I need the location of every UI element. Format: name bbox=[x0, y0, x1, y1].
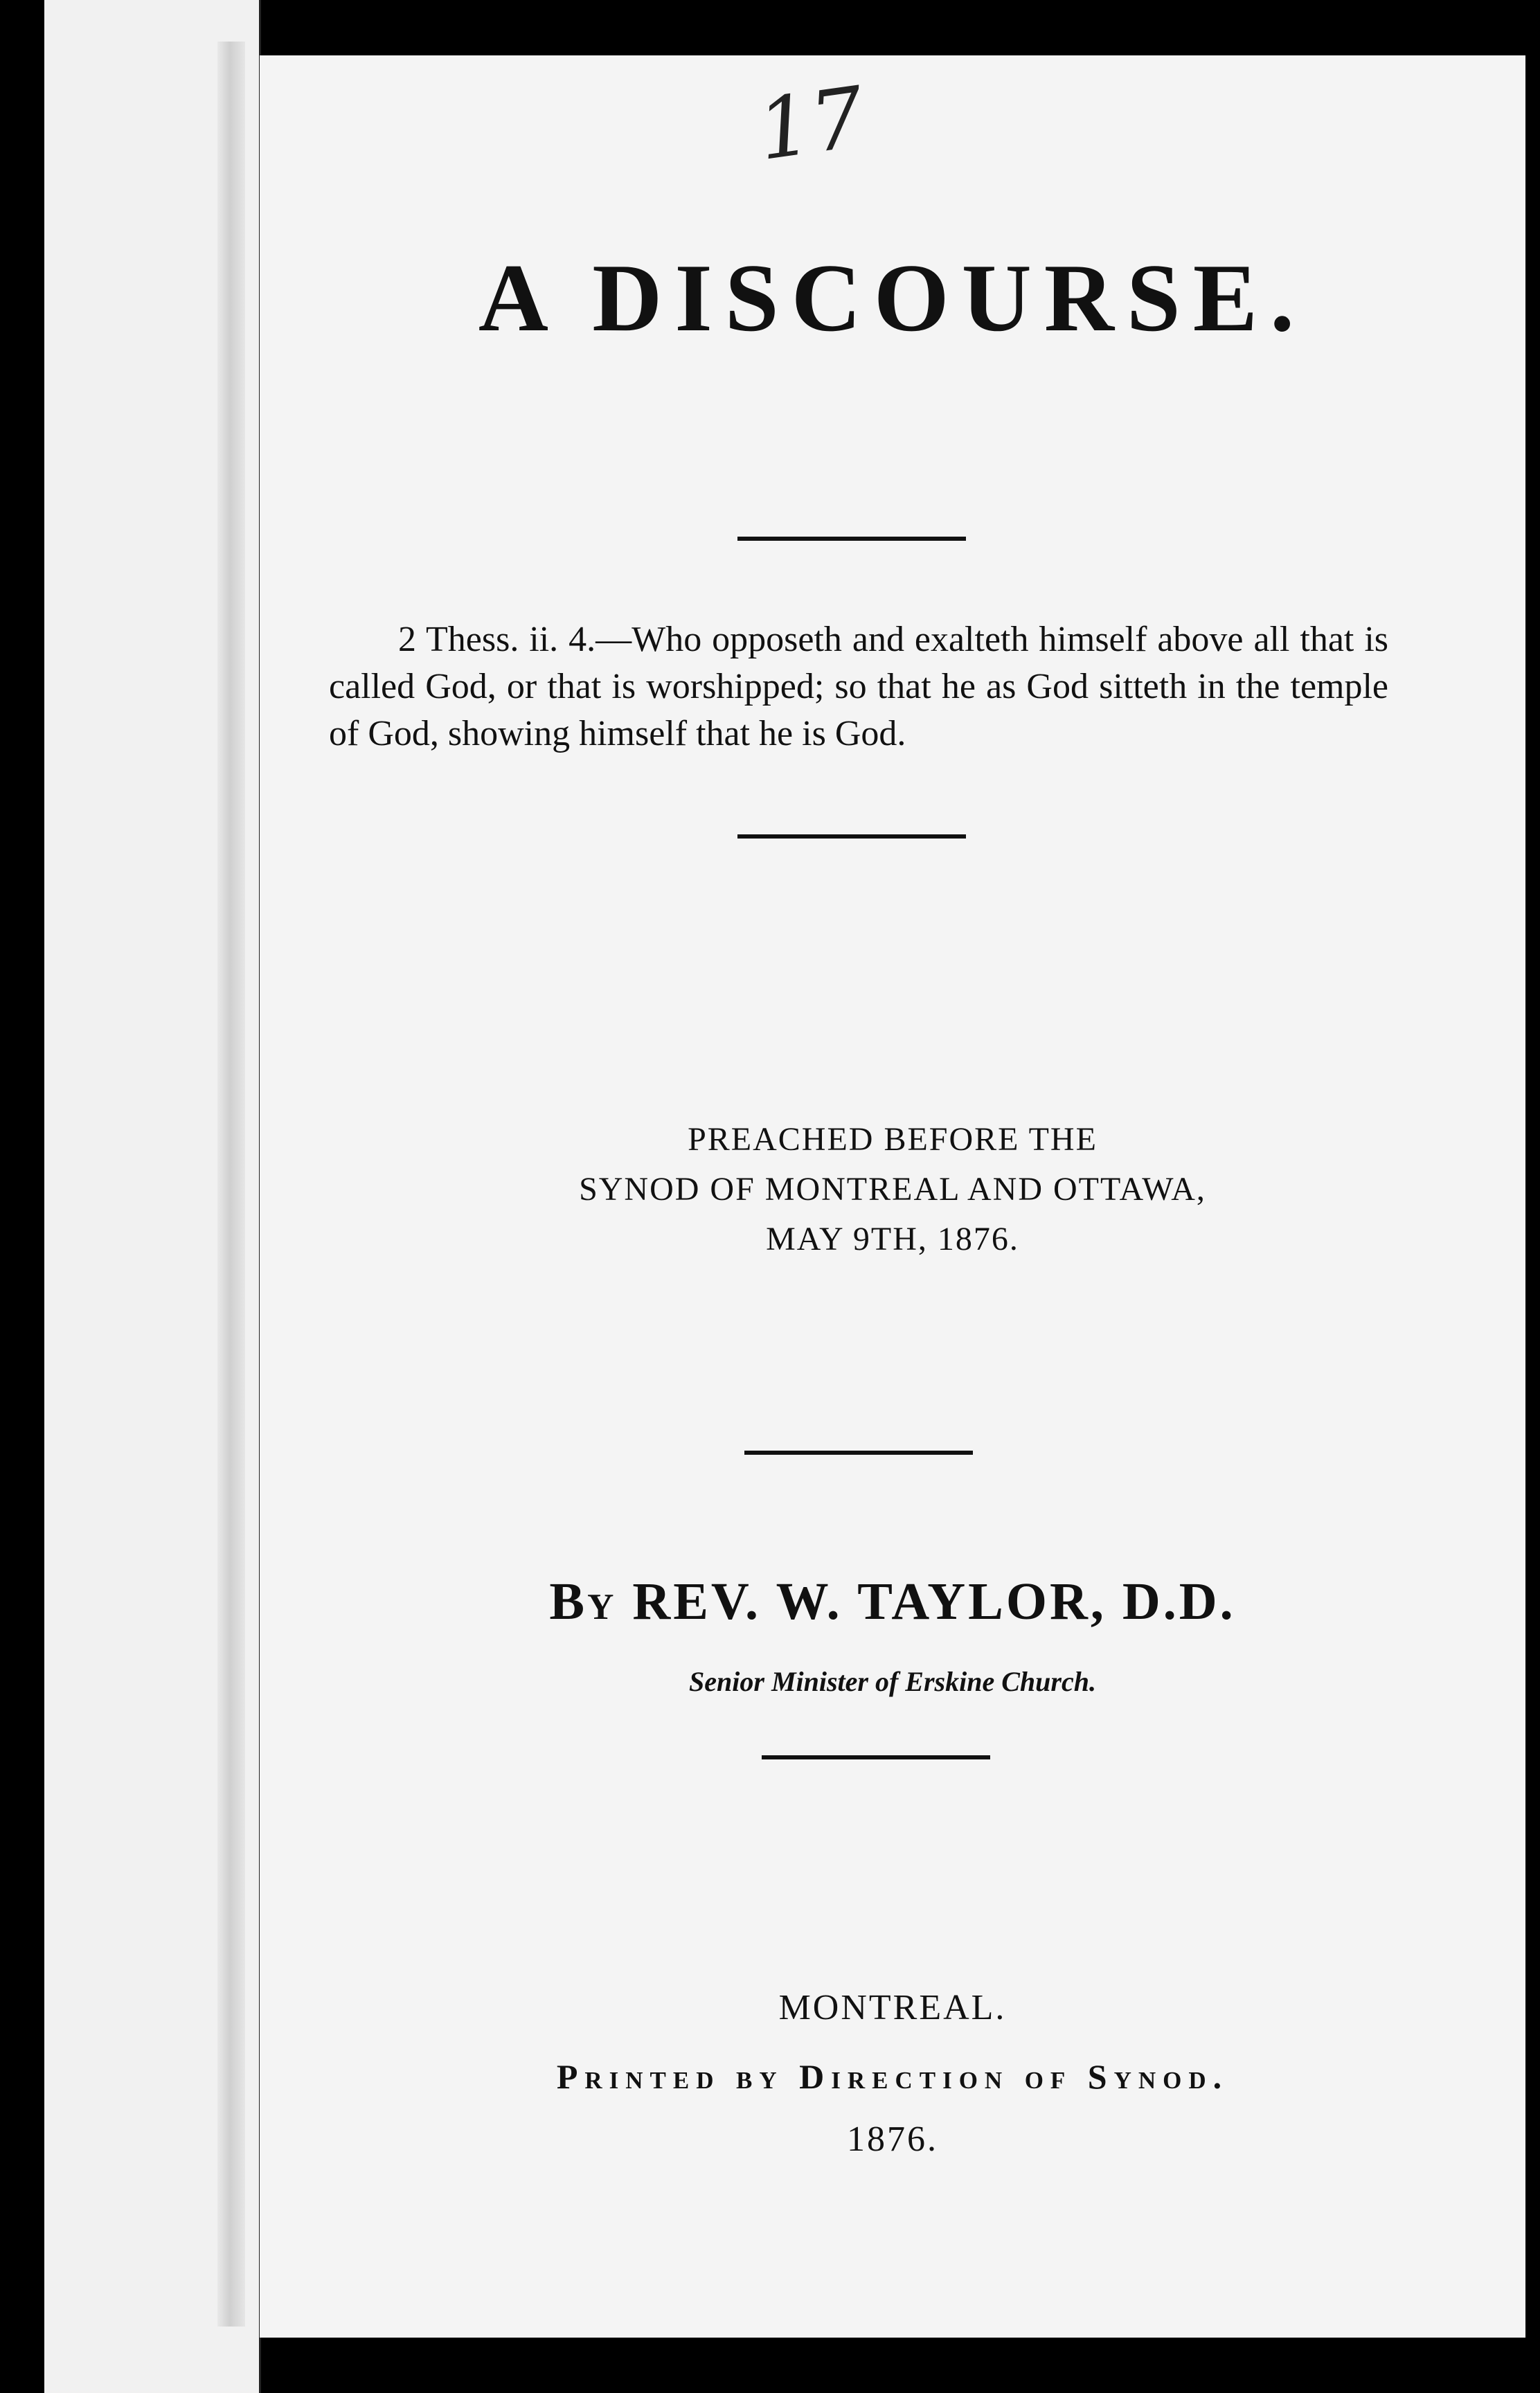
preached-line-2: SYNOD OF MONTREAL AND OTTAWA, bbox=[579, 1171, 1206, 1208]
author-by: By bbox=[549, 1572, 617, 1631]
author-description: Senior Minister of Erskine Church. bbox=[689, 1666, 1096, 1697]
binding-fold bbox=[217, 42, 245, 2327]
scripture-verse: 2 Thess. ii. 4.—Who opposeth and exalteth himself above all that is called God, or that is worshipped; so that he as God sitteth in the temple of God, showing himself that he is God. bbox=[329, 620, 1388, 753]
divider-rule bbox=[762, 1755, 990, 1759]
imprint-year: 1876. bbox=[847, 2119, 938, 2159]
handwritten-mark: 17 bbox=[752, 69, 870, 179]
author-line bbox=[260, 1572, 1525, 1632]
divider-rule bbox=[737, 537, 966, 541]
preached-info bbox=[260, 1115, 1525, 1264]
divider-rule bbox=[744, 1451, 973, 1455]
preached-line-3: MAY 9TH, 1876. bbox=[766, 1221, 1019, 1257]
preached-line-1: PREACHED BEFORE THE bbox=[688, 1121, 1098, 1158]
page-title: A DISCOURSE. bbox=[478, 244, 1307, 352]
author-name: REV. W. TAYLOR, D.D. bbox=[632, 1572, 1236, 1631]
binding-strip bbox=[44, 0, 261, 2393]
title-page bbox=[260, 55, 1525, 2338]
imprint-printer: Printed by Direction of Synod. bbox=[556, 2057, 1229, 2096]
imprint-place: MONTREAL. bbox=[778, 1988, 1007, 2027]
divider-rule bbox=[737, 834, 966, 839]
